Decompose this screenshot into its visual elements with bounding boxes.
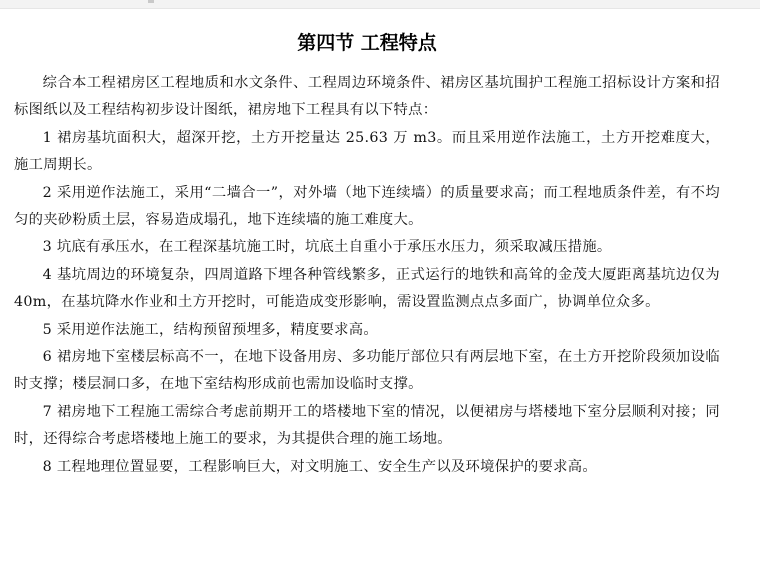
feature-item-6: 6 裙房地下室楼层标高不一，在地下设备用房、多功能厅部位只有两层地下室，在土方开挖阶段须加设临时支撑；楼层洞口多，在地下室结构形成前也需加设临时支撑。	[14, 349, 720, 393]
feature-item-2: 2 采用逆作法施工，采用“二墙合一”，对外墙（地下连续墙）的质量要求高；而工程地质条件差，有不均匀的夹砂粉质土层，容易造成塌孔，地下连续墙的施工难度大。	[14, 184, 720, 229]
feature-item-3: 3 坑底有承压水，在工程深基坑施工时，坑底土自重小于承压水压力，须采取减压措施。	[42, 239, 612, 256]
feature-item-8: 8 工程地理位置显要，工程影响巨大，对文明施工、安全生产以及环境保护的要求高。	[42, 458, 597, 475]
section-title: 第四节 工程特点	[297, 32, 437, 54]
document-body	[14, 30, 720, 481]
feature-item-1: 1 裙房基坑面积大，超深开挖，土方开挖量达 25.63 万 m3。而且采用逆作法施工，土方开挖难度大，施工周期长。	[14, 129, 720, 174]
page-top-strip	[0, 0, 760, 9]
page-edge-mark	[148, 0, 154, 3]
feature-item-4: 4 基坑周边的环境复杂，四周道路下埋各种管线繁多，正式运行的地铁和高耸的金茂大厦距离基坑边仅为 40m，在基坑降水作业和土方开挖时，可能造成变形影响，需设置监测点点多面广，协调单位众多。	[14, 266, 720, 311]
intro-paragraph: 综合本工程裙房区工程地质和水文条件、工程周边环境条件、裙房区基坑围护工程施工招标设计方案和招标图纸以及工程结构初步设计图纸，裙房地下工程具有以下特点：	[14, 75, 720, 119]
feature-item-5: 5 采用逆作法施工，结构预留预埋多，精度要求高。	[42, 321, 378, 338]
feature-item-7: 7 裙房地下工程施工需综合考虑前期开工的塔楼地下室的情况，以便裙房与塔楼地下室分层顺利对接；同时，还得综合考虑塔楼地上施工的要求，为其提供合理的施工场地。	[14, 403, 720, 448]
